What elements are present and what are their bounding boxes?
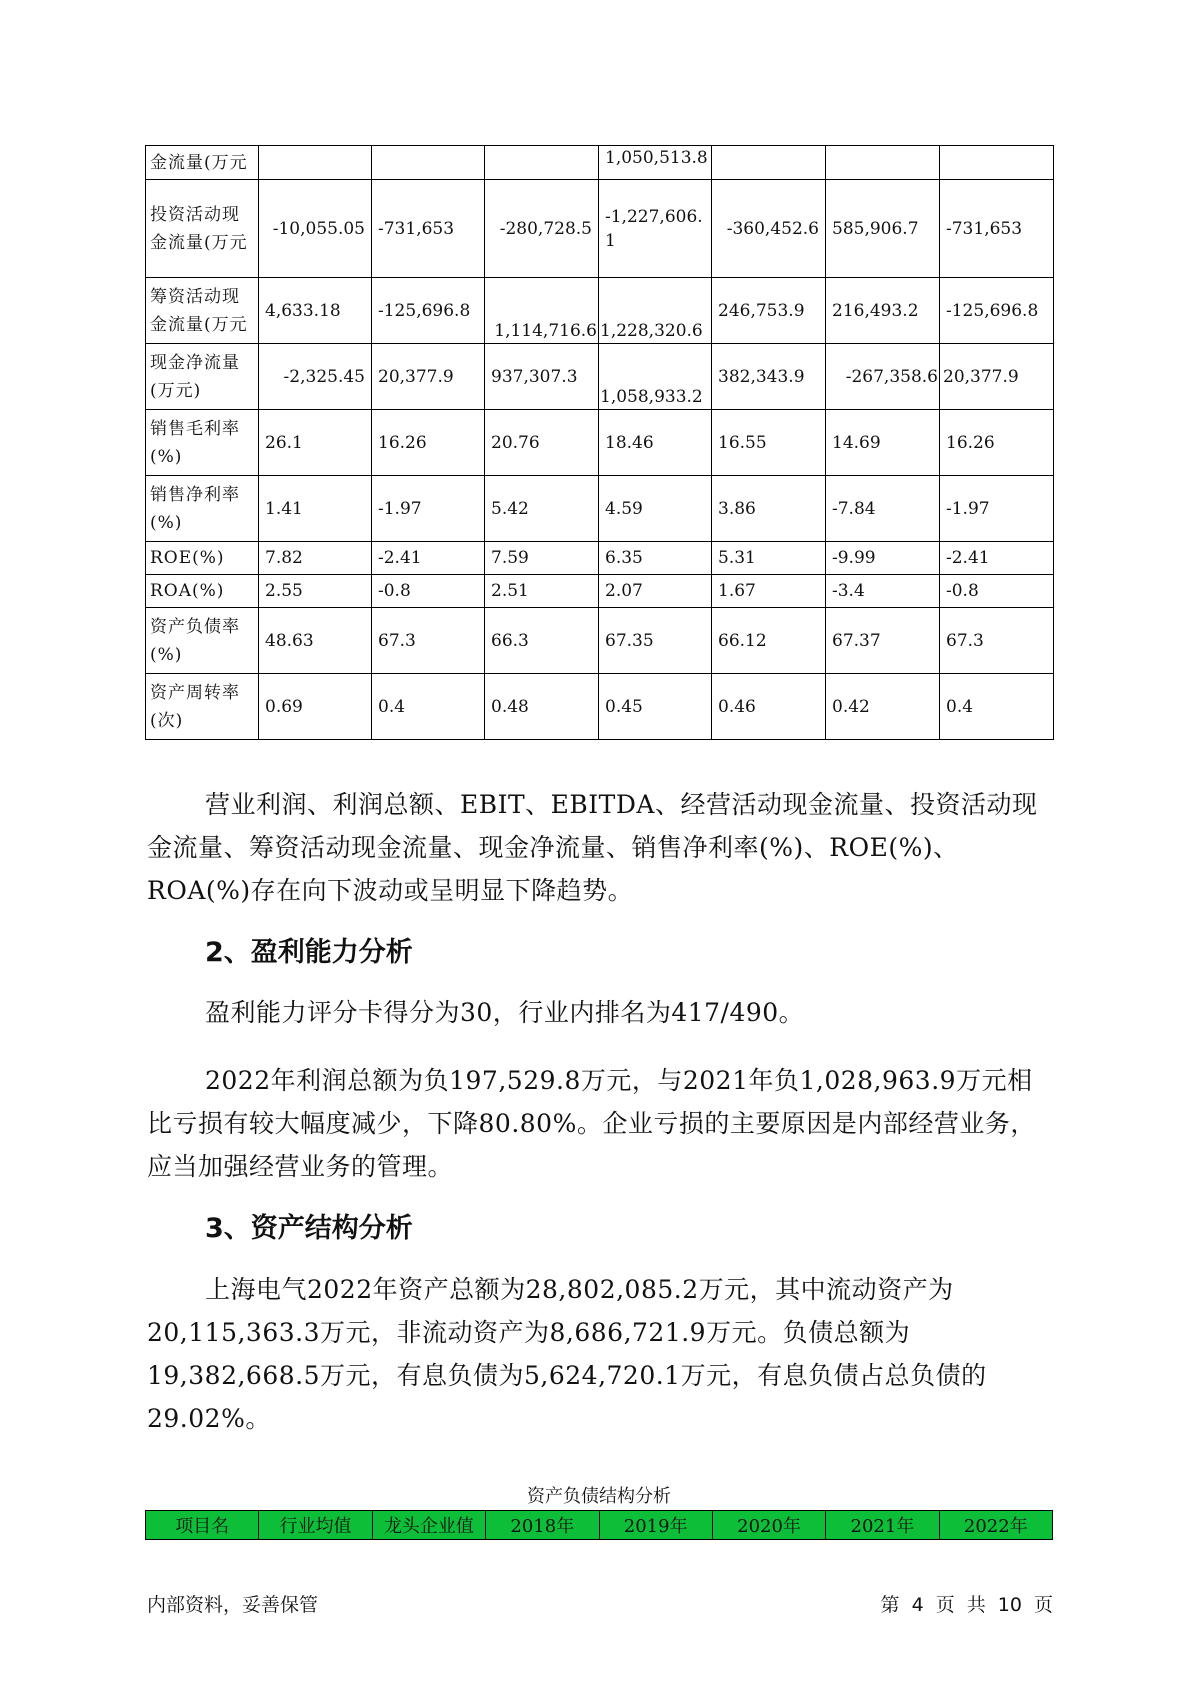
table-row xyxy=(146,575,1054,608)
table-row xyxy=(146,674,1054,740)
table-cell: -125,696.8 xyxy=(372,278,485,344)
table-cell: 937,307.3 xyxy=(485,344,599,410)
table-cell: 16.26 xyxy=(372,410,485,476)
table-cell: -10,055.05 xyxy=(259,180,372,278)
table-cell: -731,653 xyxy=(372,180,485,278)
row-label: ROA(%) xyxy=(146,575,259,608)
table-cell: 2.07 xyxy=(599,575,712,608)
column-header: 行业均值 xyxy=(259,1511,372,1540)
table-cell: 4.59 xyxy=(599,476,712,542)
table-cell: 0.45 xyxy=(599,674,712,740)
table-cell: 1,058,933.2 xyxy=(599,344,712,410)
table-cell: 16.26 xyxy=(940,410,1054,476)
table-cell: 1,114,716.6 xyxy=(485,278,599,344)
column-header: 2018年 xyxy=(486,1511,599,1540)
table-cell: -267,358.6 xyxy=(826,344,940,410)
table-cell: -2,325.45 xyxy=(259,344,372,410)
trend-paragraph: 营业利润、利润总额、EBIT、EBITDA、经营活动现金流量、投资活动现金流量、筹资活动现金流量、现金净流量、销售净利率(%)、ROE(%)、ROA(%)存在向下波动或呈明显下降趋势。 xyxy=(147,790,1038,905)
table-cell: 67.35 xyxy=(599,608,712,674)
table-cell: -731,653 xyxy=(940,180,1054,278)
row-label: 销售净利率(%) xyxy=(146,476,259,542)
table-cell: 2.55 xyxy=(259,575,372,608)
table-cell: 5.42 xyxy=(485,476,599,542)
table-cell: 0.4 xyxy=(940,674,1054,740)
table-cell: 7.82 xyxy=(259,542,372,575)
table-cell: 1,050,513.8 xyxy=(599,146,712,180)
section-heading-asset-structure: 3、资产结构分析 xyxy=(205,1213,413,1244)
table-cell: -7.84 xyxy=(826,476,940,542)
table-cell: 585,906.7 xyxy=(826,180,940,278)
table-cell: 5.31 xyxy=(712,542,826,575)
table-cell: 246,753.9 xyxy=(712,278,826,344)
table-cell: 6.35 xyxy=(599,542,712,575)
table-cell xyxy=(826,146,940,180)
column-header: 项目名 xyxy=(146,1511,259,1540)
table-row xyxy=(146,180,1054,278)
table-cell: 18.46 xyxy=(599,410,712,476)
footer-page-number: 第 4 页 共 10 页 xyxy=(880,1594,1053,1616)
column-header: 2020年 xyxy=(712,1511,825,1540)
table-row xyxy=(146,476,1054,542)
table-caption: 资产负债结构分析 xyxy=(527,1486,671,1507)
table-cell: -9.99 xyxy=(826,542,940,575)
table-cell: 67.3 xyxy=(940,608,1054,674)
table-cell: 67.3 xyxy=(372,608,485,674)
column-header: 2021年 xyxy=(826,1511,939,1540)
table-cell: 67.37 xyxy=(826,608,940,674)
table-cell: -0.8 xyxy=(372,575,485,608)
table-cell: 48.63 xyxy=(259,608,372,674)
table-cell: -1.97 xyxy=(940,476,1054,542)
row-label: 资产负债率(%) xyxy=(146,608,259,674)
row-label: 资产周转率(次) xyxy=(146,674,259,740)
assets-paragraph: 上海电气2022年资产总额为28,802,085.2万元，其中流动资产为20,115,363.3万元，非流动资产为8,686,721.9万元。负债总额为19,382,668.5万元，有息负债为5,624,720.1万元，有息负债占总负债的29.02%。 xyxy=(147,1275,987,1433)
table-cell: 0.4 xyxy=(372,674,485,740)
table-cell: -0.8 xyxy=(940,575,1054,608)
table-cell: 216,493.2 xyxy=(826,278,940,344)
table-cell xyxy=(485,146,599,180)
column-header: 2019年 xyxy=(599,1511,712,1540)
table-cell: 20,377.9 xyxy=(940,344,1054,410)
table-cell: 66.12 xyxy=(712,608,826,674)
table-cell xyxy=(259,146,372,180)
table-cell: 20,377.9 xyxy=(372,344,485,410)
table-cell: 26.1 xyxy=(259,410,372,476)
asset-structure-table xyxy=(145,1510,1053,1540)
column-header: 龙头企业值 xyxy=(372,1511,485,1540)
row-label: 销售毛利率(%) xyxy=(146,410,259,476)
score-paragraph: 盈利能力评分卡得分为30，行业内排名为417/490。 xyxy=(205,998,805,1027)
table-cell: -3.4 xyxy=(826,575,940,608)
table-cell: 0.48 xyxy=(485,674,599,740)
table-cell: 7.59 xyxy=(485,542,599,575)
table-cell: 0.69 xyxy=(259,674,372,740)
table-row xyxy=(146,278,1054,344)
row-label: ROE(%) xyxy=(146,542,259,575)
footer-confidential-note: 内部资料，妥善保管 xyxy=(147,1594,319,1616)
table-cell: 66.3 xyxy=(485,608,599,674)
table-cell: 382,343.9 xyxy=(712,344,826,410)
table-cell: 20.76 xyxy=(485,410,599,476)
table-cell: -2.41 xyxy=(372,542,485,575)
table-header-row xyxy=(146,1511,1053,1540)
financial-indicators-table xyxy=(145,145,1054,740)
table-cell xyxy=(372,146,485,180)
column-header: 2022年 xyxy=(939,1511,1052,1540)
table-cell: 16.55 xyxy=(712,410,826,476)
table-cell: 4,633.18 xyxy=(259,278,372,344)
table-cell: 0.46 xyxy=(712,674,826,740)
table-cell: 2.51 xyxy=(485,575,599,608)
table-row xyxy=(146,608,1054,674)
row-label: 筹资活动现金流量(万元 xyxy=(146,278,259,344)
table-cell: 1,228,320.6 xyxy=(599,278,712,344)
table-cell: 0.42 xyxy=(826,674,940,740)
row-label: 投资活动现金流量(万元 xyxy=(146,180,259,278)
table-cell xyxy=(712,146,826,180)
table-row xyxy=(146,146,1054,180)
table-row xyxy=(146,410,1054,476)
table-cell: -125,696.8 xyxy=(940,278,1054,344)
table-cell: 3.86 xyxy=(712,476,826,542)
table-cell: 1.67 xyxy=(712,575,826,608)
table-row xyxy=(146,344,1054,410)
profit-paragraph: 2022年利润总额为负197,529.8万元，与2021年负1,028,963.9万元相比亏损有较大幅度减少，下降80.80%。企业亏损的主要原因是内部经营业务，应当加强经营业务的管理。 xyxy=(147,1066,1036,1181)
table-cell: -1.97 xyxy=(372,476,485,542)
table-cell: -280,728.5 xyxy=(485,180,599,278)
row-label: 金流量(万元 xyxy=(146,146,259,180)
table-cell xyxy=(940,146,1054,180)
table-cell: -2.41 xyxy=(940,542,1054,575)
table-row xyxy=(146,542,1054,575)
table-cell: 14.69 xyxy=(826,410,940,476)
section-heading-profitability: 2、盈利能力分析 xyxy=(205,937,413,968)
table-cell: 1.41 xyxy=(259,476,372,542)
row-label: 现金净流量(万元) xyxy=(146,344,259,410)
table-cell: -360,452.6 xyxy=(712,180,826,278)
table-cell: -1,227,606.1 xyxy=(599,180,712,278)
